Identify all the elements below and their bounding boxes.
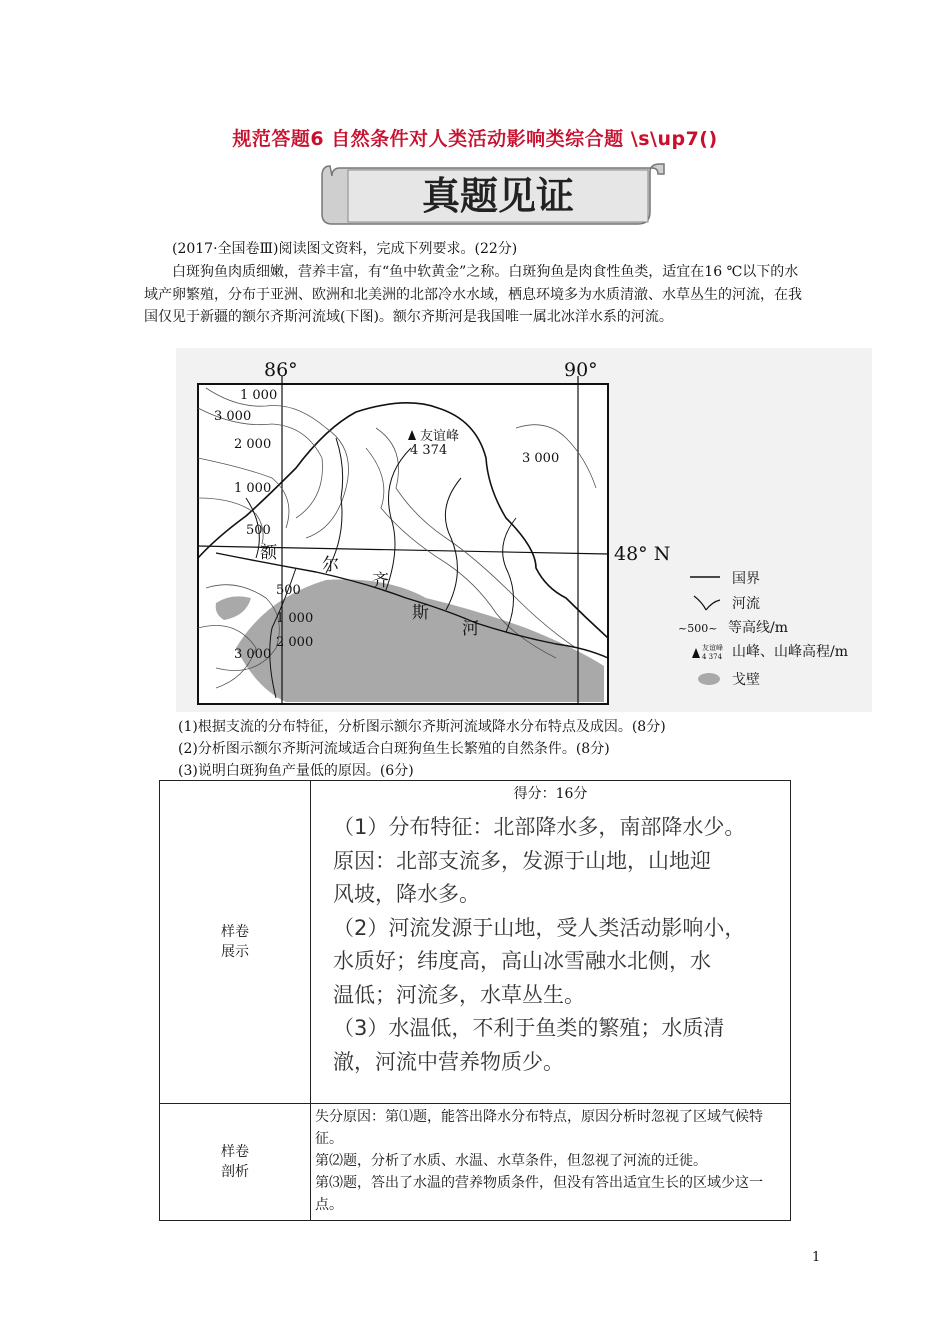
table-row	[160, 1104, 791, 1221]
analysis-line: 第⑶题，答出了水温的营养物质条件，但没有答出适宜生长的区域少这一点。	[315, 1175, 763, 1213]
contour-label: 2 000	[234, 437, 272, 452]
contour-label: 500	[276, 583, 301, 598]
row-label-line: 展示	[221, 944, 249, 960]
table-row	[160, 781, 791, 1104]
lon-label-86: 86°	[264, 359, 298, 381]
peak-elevation: 4 374	[410, 443, 448, 458]
river-name-char: 斯	[412, 603, 429, 623]
answer-line: （1）分布特征：北部降水多，南部降水少。	[333, 815, 746, 839]
river-name-char: 额	[260, 543, 277, 563]
question-2: (2)分析图示额尔齐斯河流域适合白斑狗鱼生长繁殖的自然条件。(8分)	[178, 741, 610, 757]
contour-label: 3 000	[214, 409, 252, 424]
legend-contour-label: 等高线/m	[728, 620, 788, 636]
contour-label: 500	[246, 523, 271, 538]
answer-line: 水质好；纬度高，高山冰雪融水北侧，水	[333, 949, 711, 973]
analysis-cell	[311, 1104, 791, 1221]
legend-gobi-icon	[698, 673, 720, 685]
contour-label: 3 000	[522, 451, 560, 466]
legend-river-label: 河流	[732, 596, 760, 612]
legend-gobi-label: 戈壁	[732, 672, 760, 688]
river-name-char: 河	[462, 619, 479, 639]
answer-line: 温低；河流多，水草丛生。	[333, 982, 585, 1007]
contour-label: 2 000	[276, 635, 314, 650]
row-label-line: 样卷	[221, 924, 249, 940]
river-name-char: 齐	[372, 571, 389, 591]
lon-label-90: 90°	[564, 359, 598, 381]
question-3: (3)说明白斑狗鱼产量低的原因。(6分)	[178, 763, 414, 779]
answer-line: 澈，河流中营养物质少。	[333, 1049, 564, 1074]
question-1: (1)根据支流的分布特征，分析图示额尔齐斯河流域降水分布特点及成因。(8分)	[178, 719, 666, 735]
map-figure	[176, 348, 872, 712]
page-number: 1	[812, 1250, 821, 1265]
lat-label-48: 48° N	[614, 543, 671, 565]
banner	[318, 160, 668, 228]
page-title: 规范答题6 自然条件对人类活动影响类综合题 \s\up7()	[232, 128, 718, 150]
legend-peak-label: 山峰、山峰高程/m	[732, 644, 848, 660]
handwritten-answer	[311, 805, 790, 1079]
answer-table	[159, 780, 791, 1221]
banner-text: 真题见证	[421, 173, 575, 218]
answer-line: 风坡，降水多。	[333, 882, 480, 906]
peak-name: 友谊峰	[420, 429, 460, 444]
legend-contour-icon: ~500~	[678, 622, 718, 635]
analysis-line: 第⑵题，分析了水质、水温、水草条件，但忽视了河流的迁徙。	[315, 1153, 707, 1169]
legend-peak-icon-name: 友谊峰	[702, 644, 723, 652]
answer-line: （3）水温低，不利于鱼类的繁殖；水质清	[333, 1016, 725, 1040]
contour-label: 3 000	[234, 647, 272, 662]
sample-answer-cell	[311, 781, 791, 1104]
legend-peak-icon-elev: 4 374	[702, 653, 723, 661]
river-name-char: 尔	[322, 555, 339, 575]
answer-line: 原因：北部支流多，发源于山地，山地迎	[333, 848, 711, 873]
legend-border-label: 国界	[732, 571, 760, 587]
answer-line: （2）河流发源于山地，受人类活动影响小，	[333, 915, 746, 940]
row-label	[160, 781, 311, 1104]
contour-label: 1 000	[240, 388, 278, 403]
analysis-line: 失分原因：第⑴题，能答出降水分布特点，原因分析时忽视了区域气候特征。	[315, 1109, 763, 1147]
source-line: (2017·全国卷Ⅲ)阅读图文资料，完成下列要求。(22分)	[172, 241, 518, 257]
contour-label: 1 000	[234, 481, 272, 496]
row-label-line: 样卷	[221, 1144, 249, 1160]
contour-label: 1 000	[276, 611, 314, 626]
score-text: 得分：16分	[513, 786, 588, 802]
intro-paragraph: 白斑狗鱼肉质细嫩，营养丰富，有“鱼中软黄金”之称。白斑狗鱼是肉食性鱼类，适宜在16 ℃以下的水域产卵繁殖，分布于亚洲、欧洲和北美洲的北部冷水水域，栖息环境多为水质清澈、水草丛生的河流，在我国仅见于新疆的额尔齐斯河流域(下图)。额尔齐斯河是我国唯一属北冰洋水系的河流。	[144, 264, 802, 325]
row-label-line: 剖析	[221, 1164, 249, 1180]
row-label	[160, 1104, 311, 1221]
